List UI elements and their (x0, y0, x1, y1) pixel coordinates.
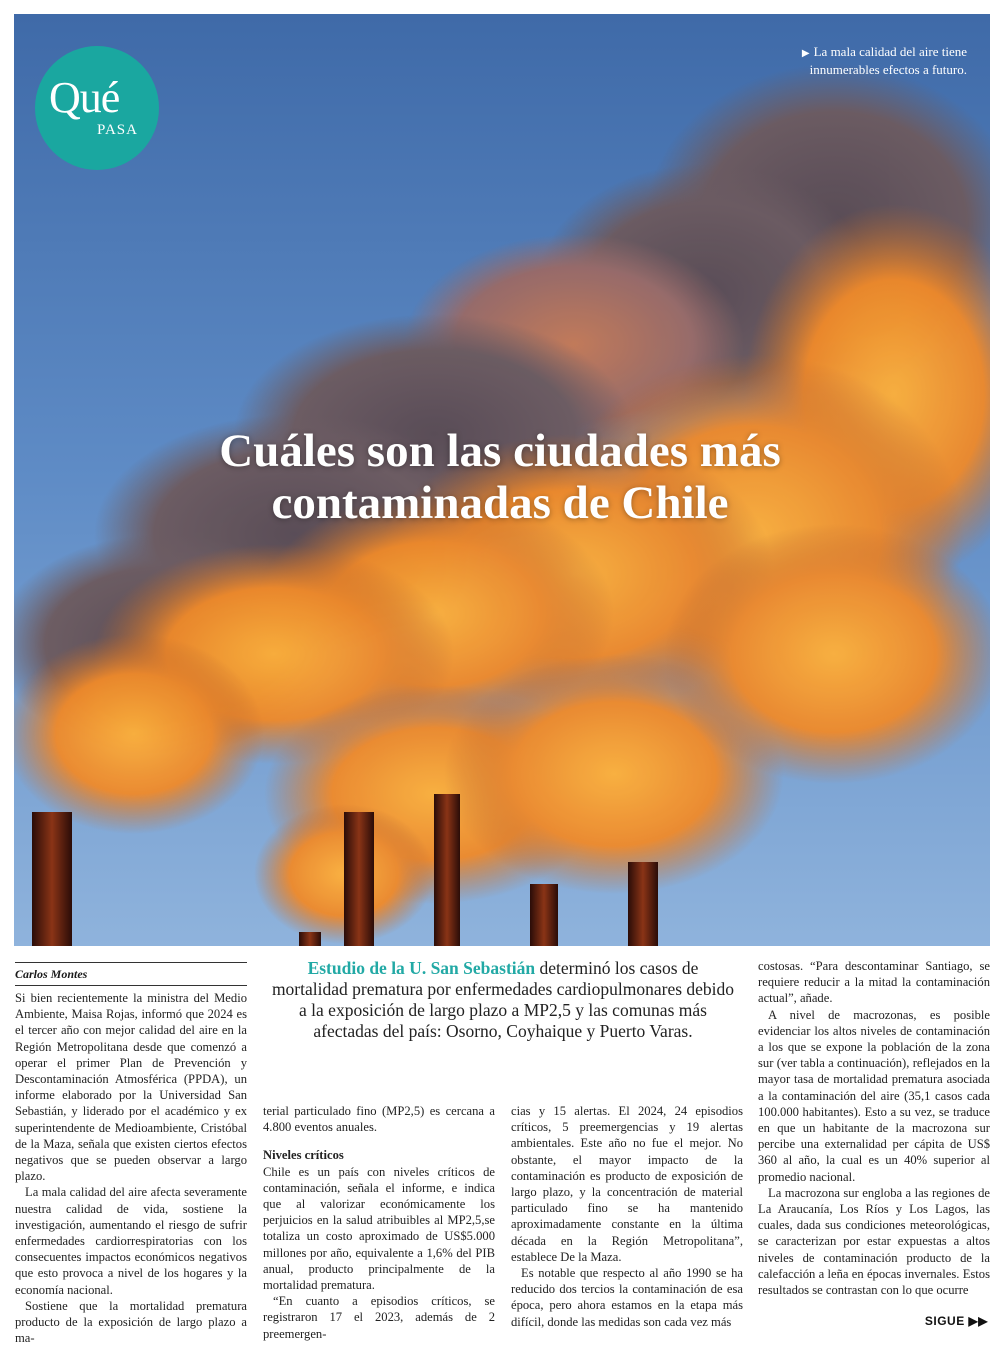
lead-text: determinó los casos de mortalidad prematura por enfermedades cardiopulmonares debido a la exposición de largo plazo a MP2,5 y las comunas más afectadas del país: Osorno, Coyhaique y Puerto Varas. (271, 958, 735, 1041)
article-column-1 (15, 990, 247, 1346)
paragraph: cias y 15 alertas. El 2024, 24 episodios críticos, 5 preemergencias y 19 alertas ambientales. Este año no fue el mejor. No obstante, el mayor impacto de la contaminación es producto de exposición de largo plazo, y la concentración de material particulado fino se ha mantenido aproximadamente constante en la última década en la Región Metropolitana”, establece De la Maza. (511, 1104, 743, 1264)
photo-caption (757, 44, 967, 78)
continue-label: SIGUE ▶▶ (924, 1314, 988, 1328)
article-column-3 (511, 1103, 743, 1330)
paragraph: Chile es un país con niveles críticos de contaminación, señala el informe, e indica que al valorizar económicamente los perjuicios en la salud atribuibles al MP2,5,se totaliza un costo aproximado de US$5.000 millones por año, equivalente a 1,6% del PIB anual, producto principalmente de la mortalidad prematura. (263, 1164, 495, 1293)
paragraph: Si bien recientemente la ministra del Medio Ambiente, Maisa Rojas, informó que 2024 es el tercer año con mejor calidad del aire en la Región Metropolitana desde que comenzó a operar el primer Plan de Prevención y Descontaminación Atmosférica (PPDA), un informe elaborado por la Universidad San Sebastián, y liderado por el académico y ex superintendente de Medioambiente, Cristóbal de la Maza, señala que existen ciertos efectos negativos que se pueden observar a largo plazo. (15, 991, 247, 1184)
logo-word-que: Qué (49, 73, 120, 122)
paragraph: “En cuanto a episodios críticos, se registraron 17 el 2023, además de 2 preemergen- (263, 1294, 495, 1341)
paragraph: A nivel de macrozonas, es posible evidenciar los altos niveles de contaminación a los que se expone la población de la zona sur (ver tabla a continuación), reflejados en la mayor tasa de mortalidad prematura asociada a la contaminación del aire (35,1 casos cada 100.000 habitantes). Esto a su vez, se traduce en que un habitante de la macrozona sur percibe una externalidad per cápita de US$ 360 al año, la cual es un 40% superior al promedio nacional. (758, 1007, 990, 1184)
paragraph: terial particulado fino (MP2,5) es cercana a 4.800 eventos anuales. (263, 1104, 495, 1135)
paragraph: Es notable que respecto al año 1990 se ha reducido dos tercios la contaminación de esa época, pero ahora estamos en la etapa más difícil, donde las medidas son cada vez más (511, 1266, 743, 1329)
triangle-right-icon: ▶ (801, 48, 810, 59)
lead-highlight: Estudio de la U. San Sebastián (307, 958, 536, 978)
photo-caption-text: La mala calidad del aire tiene innumerables efectos a futuro. (809, 44, 967, 77)
logo-word-pasa: PASA (97, 122, 138, 138)
paragraph: La macrozona sur engloba a las regiones de La Araucanía, Los Ríos y Los Lagos, las cuales, dada sus condiciones meteorológicas, se caracterizan por estar expuestas a altos niveles de contaminación producto de la calefacción a leña en épocas invernales. Estos resultados se contrastan con lo que ocurre (758, 1185, 990, 1298)
paragraph: La mala calidad del aire afecta severamente nuestra calidad de vida, sostiene la investigación, aumentando el riesgo de sufrir enfermedades cardiorrespiratorias con los consecuentes impactos económicos negativos que esto provoca a nivel de los hogares y la economía nacional. (15, 1185, 247, 1297)
section-heading: Niveles críticos (263, 1148, 344, 1163)
lead-paragraph (268, 958, 738, 1042)
article-column-2 (263, 1103, 495, 1342)
paragraph: Sostiene que la mortalidad prematura producto de la exposición de largo plazo a ma- (15, 1298, 247, 1346)
article-column-4 (758, 958, 990, 1298)
paragraph: costosas. “Para descontaminar Santiago, se requiere reducir a la mitad la contaminación actual”, añade. (758, 959, 990, 1006)
author-byline: Carlos Montes (15, 962, 247, 986)
headline: Cuáles son las ciudades más contaminadas de Chile (219, 425, 781, 529)
que-pasa-logo (35, 46, 159, 170)
